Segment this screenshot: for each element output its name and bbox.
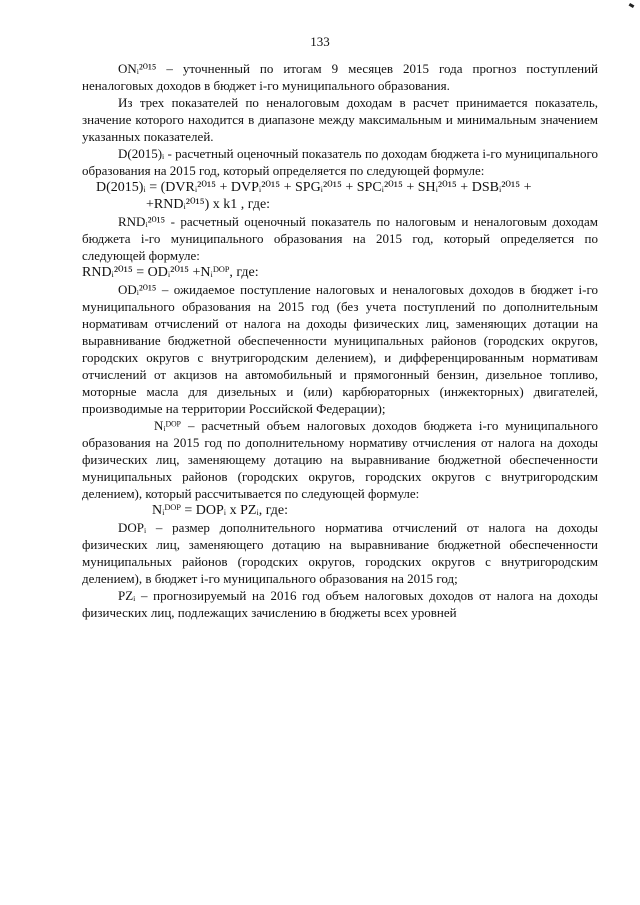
paragraph-od: ODᵢ²⁰¹⁵ – ожидаемое поступление налоговых и неналоговых доходов в бюджет i-го муниципального образования на 2015 год (без учета поступлений по дополнительным нормативам отчислений от налога на доходы физических лиц, заменяющих дотации на выравнивание бюджетной обеспеченности муниципальных районов (городских округов, городских округов с внутригородским делением), и дифференцированным нормативам отчислений от акцизов на автомобильный и прямогонный бензин, дизельное топливо, моторные масла для дизельных и (или) карбюраторных (инжекторных) двигателей, производимые на территории Российской Федерации);	[82, 282, 598, 416]
paragraph-ndop	[82, 417, 598, 502]
paragraph-d2015: D(2015)ᵢ - расчетный оценочный показатель по доходам бюджета i-го муниципального образования на 2015 год, который определяется по следующей формуле:	[82, 146, 598, 178]
formula-d2015-line2: +RNDᵢ²⁰¹⁵) x k1 , где:	[146, 197, 271, 212]
ndop-description: – расчетный объем налоговых доходов бюджета i-го муниципального образования на 2015 год по дополнительному нормативу отчисления от налога на доходы физических лиц, заменяющему дотацию на выравнивание бюджетной обеспеченности муниципальных районов (городских округов, городских округов с внутригородским делением), который рассчитывается по следующей формуле:	[82, 418, 598, 501]
page-number: 133	[310, 34, 330, 49]
paragraph-selection-rule: Из трех показателей по неналоговым доходам в расчет принимается показатель, значение которого находится в диапазоне между максимальным и минимальным значением указанных показателей.	[82, 95, 598, 144]
document-body	[82, 60, 598, 621]
formula-ndop: Nᵢᴰᴼᴾ = DOPᵢ x PZᵢ, где:	[152, 503, 289, 518]
formula-d2015-line1: D(2015)ᵢ = (DVRᵢ²⁰¹⁵ + DVPᵢ²⁰¹⁵ + SPGᵢ²⁰¹⁵ + SPCᵢ²⁰¹⁵ + SHᵢ²⁰¹⁵ + DSBᵢ²⁰¹⁵ +	[96, 180, 532, 195]
paragraph-pz: PZᵢ – прогнозируемый на 2016 год объем налоговых доходов от налога на доходы физических лиц, подлежащих зачислению в бюджеты всех уровней	[82, 588, 598, 620]
paragraph-on: ONᵢ²⁰¹⁵ – уточненный по итогам 9 месяцев 2015 года прогноз поступлений неналоговых доходов в бюджет i-го муниципального образования.	[82, 61, 598, 93]
paragraph-rnd: RNDᵢ²⁰¹⁵ - расчетный оценочный показатель по налоговым и неналоговым доходам бюджета i-го муниципального образования на 2015 год, который определяется по следующей формуле:	[82, 214, 598, 263]
ndop-term: Nᵢᴰᴼᴾ	[154, 418, 181, 433]
scan-mark	[629, 3, 635, 8]
formula-rnd: RNDᵢ²⁰¹⁵ = ODᵢ²⁰¹⁵ +Nᵢᴰᴼᴾ, где:	[82, 265, 259, 280]
paragraph-dop: DOPᵢ – размер дополнительного норматива отчислений от налога на доходы физических лиц, заменяющего дотацию на выравнивание бюджетной обеспеченности муниципальных районов (городских округов, городских округов с внутригородским делением), в бюджет i-го муниципального образования на 2015 год;	[82, 520, 598, 586]
